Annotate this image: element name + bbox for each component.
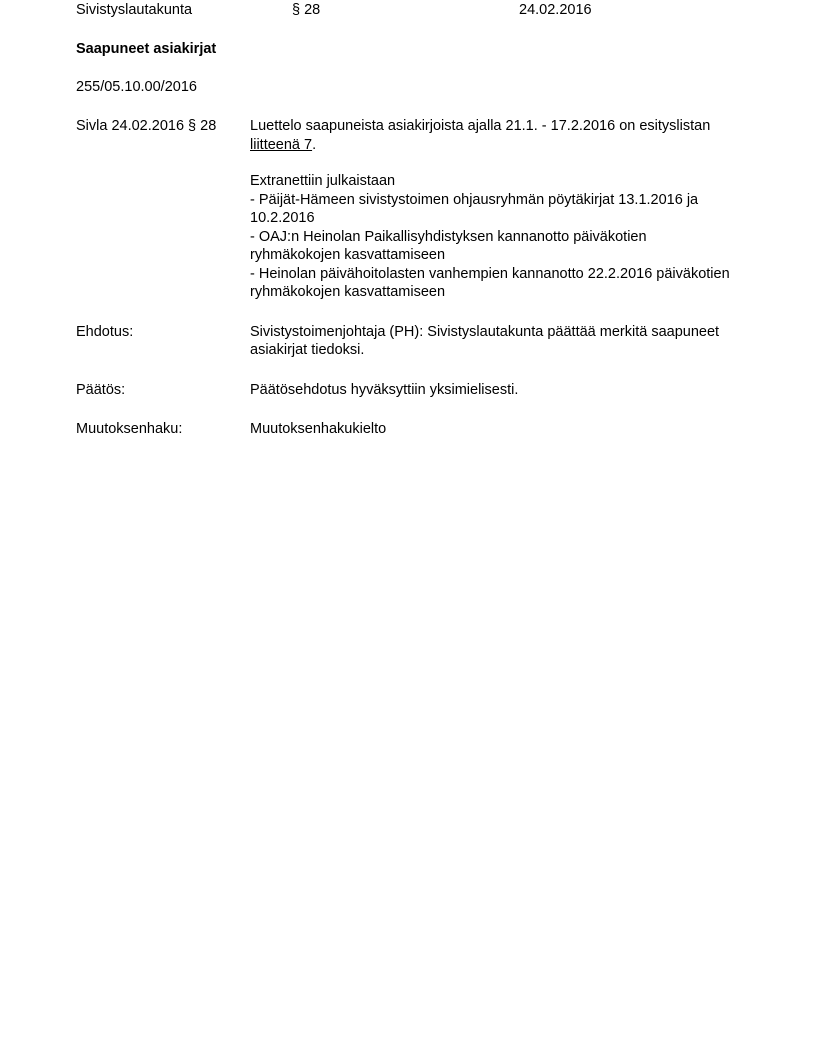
block-appeal [76,420,740,439]
block-label: Sivla 24.02.2016 § 28 [76,118,217,134]
appeal-text: Muutoksenhakukielto [250,421,387,437]
block-label: Muutoksenhaku: [76,421,183,437]
decision-text: Päätösehdotus hyväksyttiin yksimielisesti. [250,381,519,398]
header-date: 24.02.2016 [519,2,592,18]
block-body [250,323,734,360]
header-organ: Sivistyslautakunta [76,2,193,18]
block-label: Ehdotus: [76,323,134,340]
block-proposal [76,323,740,360]
proposal-text: Sivistystoimenjohtaja (PH): Sivistyslautakunta päättää merkitä saapuneet asiakirjat tiedoksi. [250,323,720,358]
paragraph-text-after: . [312,136,317,153]
block-decision [76,381,740,400]
block-body [250,117,734,302]
block-body [250,420,734,439]
block-body [250,381,734,400]
page-title: Saapuneet asiakirjat [76,41,217,57]
header-section-number: § 28 [292,2,321,18]
paragraph-list-item-2: - OAJ:n Heinolan Paikallisyhdistyksen kannanotto päiväkotien ryhmäkokojen kasvattamiseen [250,228,647,263]
paragraph-extranet-intro: Extranettiin julkaistaan [250,173,396,189]
paragraph-text-before: Luettelo saapuneista asiakirjoista ajalla 21.1. - 17.2.2016 on esityslistan [250,118,711,134]
page-header [76,0,740,22]
block-label: Päätös: [76,381,126,398]
document-reference: 255/05.10.00/2016 [76,79,197,95]
attachment-link[interactable]: liitteenä 7 [250,136,313,153]
paragraph-list-item-3: - Heinolan päivähoitolasten vanhempien kannanotto 22.2.2016 päiväkotien ryhmäkokojen kasvattamiseen [250,265,730,300]
block-case-description [76,117,740,302]
paragraph-attachment-reference [250,117,734,154]
paragraph-list-item-1: - Päijät-Hämeen sivistystoimen ohjausryhmän pöytäkirjat 13.1.2016 ja 10.2.2016 [250,191,699,226]
